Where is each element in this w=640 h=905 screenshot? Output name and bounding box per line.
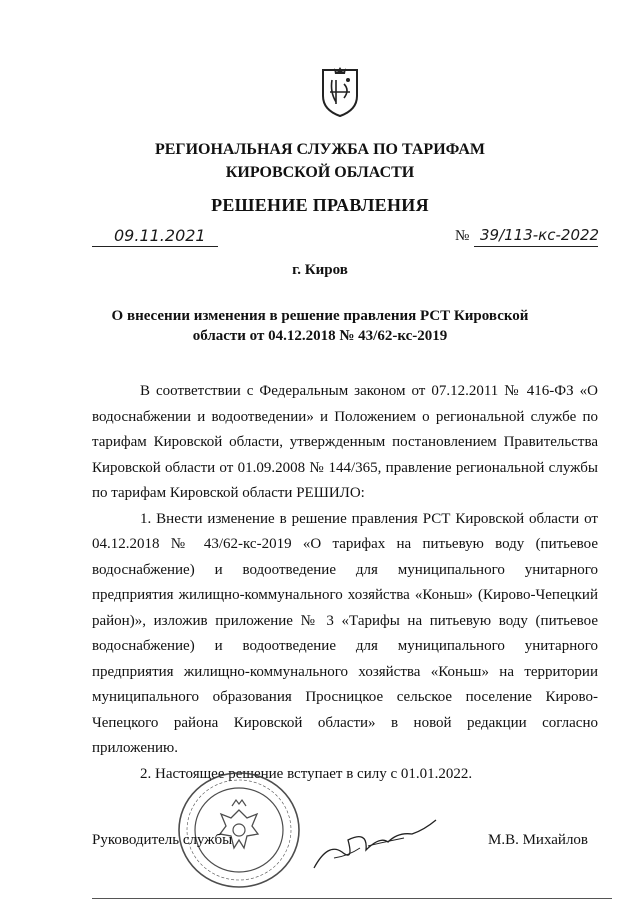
body-paragraph-1: В соответствии с Федеральным законом от 07.12.2011 № 416-ФЗ «О водоснабжении и водоотведении» и Положением о региональной службе по тарифам Кировской области, утвержденным постановлением Правительства Кировской области от 01.09.2008 № 144/365, правление региональной службы по тарифам Кировской области РЕШИЛО: [92,383,598,501]
coat-of-arms-emblem [320,66,360,118]
body-paragraph-2: 1. Внести изменение в решение правления РСТ Кировской области от 04.12.2018 № 43/62-кс-2019 «О тарифах на питьевую воду (питьевое водоснабжение) и водоотведение для муниципального унитарного предприятия жилищно-коммунального хозяйства «Коньш» (Кирово-Чепецкий район)», изложив приложение № 3 «Тарифы на питьевую воду (питьевое водоснабжение) и водоотведение для муниципального унитарного предприятия жилищно-коммунального хозяйства «Коньш» на территории муниципального образования Просницкое сельское поселение Кирово-Чепецкого района Кировской области» в новой редакции согласно приложению. [92,510,598,756]
subject-line-2: области от 04.12.2018 № 43/62-кс-2019 [192,328,448,344]
bottom-divider [92,898,612,899]
official-seal-stamp [176,770,302,890]
organization-line-1: РЕГИОНАЛЬНАЯ СЛУЖБА ПО ТАРИФАМ [154,141,486,158]
document-type: РЕШЕНИЕ ПРАВЛЕНИЯ [211,195,429,215]
handwritten-signature [308,812,440,874]
organization-line-2: КИРОВСКОЙ ОБЛАСТИ [225,164,415,181]
number-label: № [455,228,470,244]
city-name: г. Киров [292,262,348,278]
body-paragraph-3: 2. Настоящее решение вступает в силу с 01.01.2022. [140,765,473,782]
document-date: 09.11.2021 [114,226,206,245]
organization-name [0,138,640,184]
document-subject [0,306,640,346]
document-number: 39/113-кс-2022 [480,226,600,244]
document-body [92,379,598,787]
signatory-title: Руководитель службы [92,832,233,848]
subject-line-1: О внесении изменения в решение правления РСТ Кировской [111,308,529,324]
signatory-name: М.В. Михайлов [488,832,589,848]
